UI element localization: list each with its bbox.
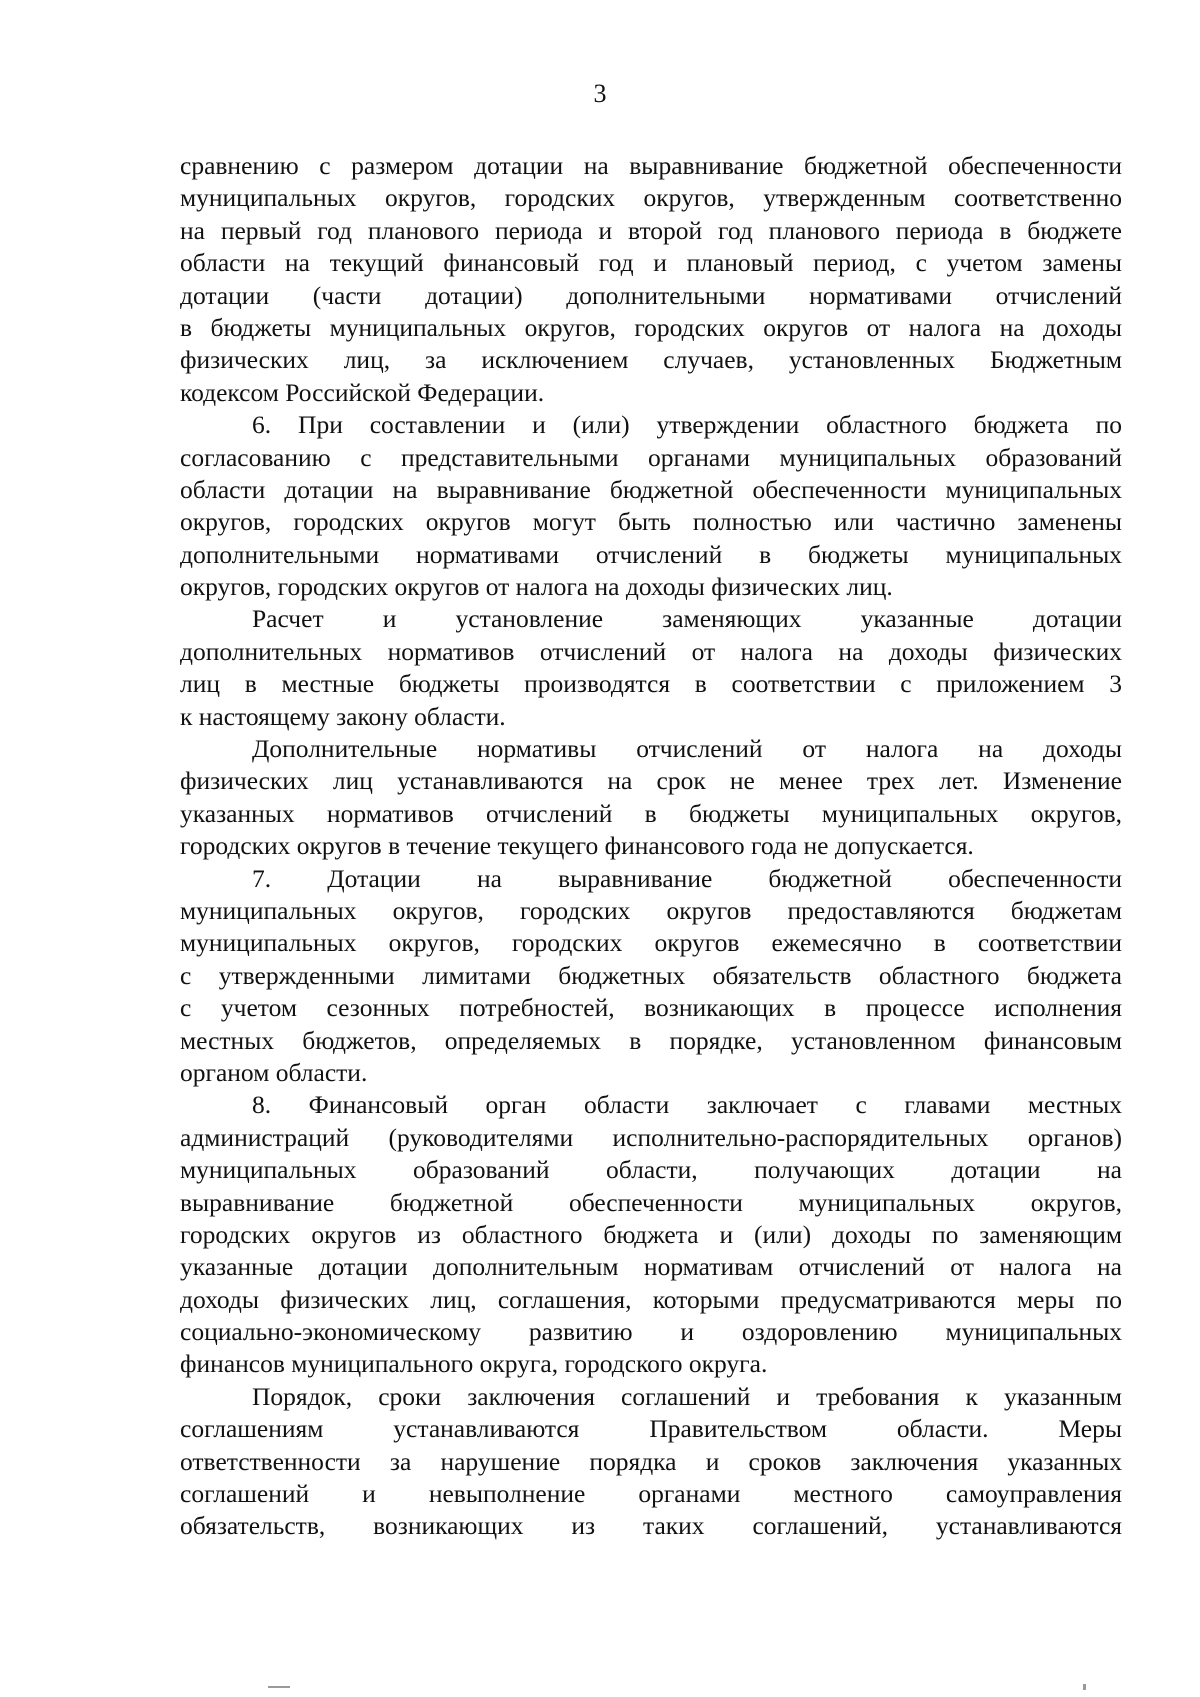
text-line: местных бюджетов, определяемых в порядке, установленном финансовым (180, 1025, 1122, 1055)
text-line: муниципальных образований области, получающих дотации на (180, 1155, 1122, 1185)
text-line: 7. Дотации на выравнивание бюджетной обеспеченности (252, 863, 1122, 893)
text-line: физических лиц устанавливаются на срок не менее трех лет. Изменение (180, 766, 1122, 796)
text-line: дотации (части дотации) дополнительными нормативами отчислений (180, 280, 1122, 310)
text-line: администраций (руководителями исполнительно-распорядительных органов) (180, 1122, 1122, 1152)
text-line: Дополнительные нормативы отчислений от налога на доходы (252, 734, 1122, 764)
text-line: с учетом сезонных потребностей, возникающих в процессе исполнения (180, 993, 1122, 1023)
text-line: округов, городских округов от налога на доходы физических лиц. (180, 572, 893, 602)
text-line: выравнивание бюджетной обеспеченности муниципальных округов, (180, 1187, 1122, 1217)
text-line: на первый год планового периода и второй год планового периода в бюджете (180, 215, 1122, 245)
text-line: муниципальных округов, городских округов, утвержденным соответственно (180, 183, 1122, 213)
text-line: городских округов из областного бюджета и (или) доходы по заменяющим (180, 1219, 1122, 1249)
text-line: муниципальных округов, городских округов ежемесячно в соответствии (180, 928, 1122, 958)
text-line: округов, городских округов могут быть полностью или частично заменены (180, 507, 1122, 537)
page-number: 3 (593, 79, 607, 108)
text-line: муниципальных округов, городских округов предоставляются бюджетам (180, 895, 1122, 925)
scan-artifact-left (268, 1686, 290, 1688)
text-line: области на текущий финансовый год и плановый период, с учетом замены (180, 248, 1122, 278)
text-line: области дотации на выравнивание бюджетной обеспеченности муниципальных (180, 474, 1122, 504)
text-line: указанные дотации дополнительным нормативам отчислений от налога на (180, 1252, 1122, 1282)
text-line: с утвержденными лимитами бюджетных обязательств областного бюджета (180, 960, 1122, 990)
document-body (180, 150, 1122, 1543)
text-line: лиц в местные бюджеты производятся в соответствии с приложением 3 (180, 669, 1122, 699)
text-line: доходы физических лиц, соглашения, которыми предусматриваются меры по (180, 1284, 1122, 1314)
text-line: социально-экономическому развитию и оздоровлению муниципальных (180, 1317, 1122, 1347)
text-line: 8. Финансовый орган области заключает с главами местных (252, 1090, 1122, 1120)
text-line: к настоящему закону области. (180, 701, 506, 731)
text-line: соглашений и невыполнение органами местного самоуправления (180, 1479, 1122, 1509)
text-line: дополнительными нормативами отчислений в бюджеты муниципальных (180, 539, 1122, 569)
text-line: городских округов в течение текущего финансового года не допускается. (180, 831, 974, 861)
scan-artifact-right (1083, 1684, 1086, 1690)
text-line: указанных нормативов отчислений в бюджеты муниципальных округов, (180, 798, 1122, 828)
text-line: согласованию с представительными органами муниципальных образований (180, 442, 1122, 472)
text-line: 6. При составлении и (или) утверждении областного бюджета по (252, 410, 1122, 440)
text-line: кодексом Российской Федерации. (180, 377, 545, 407)
text-line: сравнению с размером дотации на выравнивание бюджетной обеспеченности (180, 151, 1122, 180)
text-line: ответственности за нарушение порядка и сроков заключения указанных (180, 1446, 1122, 1476)
text-line: Расчет и установление заменяющих указанные дотации (252, 604, 1122, 634)
text-line: Порядок, сроки заключения соглашений и требования к указанным (252, 1381, 1122, 1411)
text-line: дополнительных нормативов отчислений от налога на доходы физических (180, 636, 1122, 666)
text-line: финансов муниципального округа, городского округа. (180, 1349, 768, 1379)
text-line: в бюджеты муниципальных округов, городских округов от налога на доходы (180, 312, 1122, 342)
text-line: обязательств, возникающих из таких соглашений, устанавливаются (180, 1511, 1122, 1541)
text-line: органом области. (180, 1057, 368, 1087)
text-line: соглашениям устанавливаются Правительством области. Меры (180, 1414, 1122, 1444)
text-line: физических лиц, за исключением случаев, установленных Бюджетным (180, 345, 1122, 375)
